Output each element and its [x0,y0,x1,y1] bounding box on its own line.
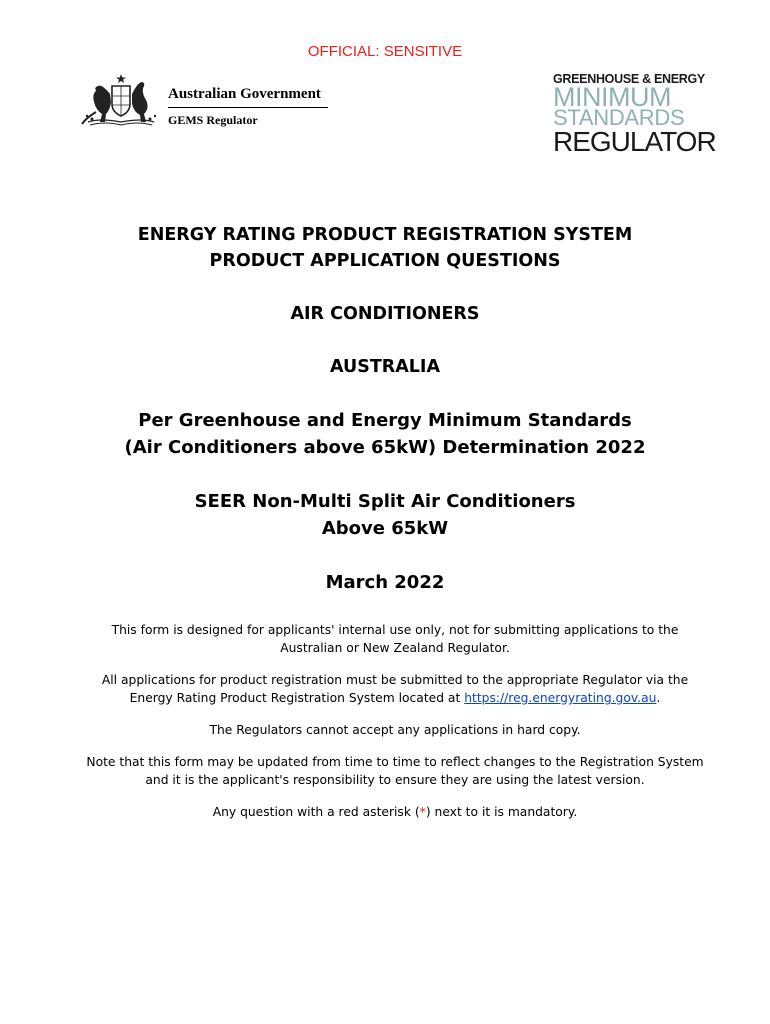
regulator-name: GEMS Regulator [168,113,258,127]
category-line-1: SEER Non-Multi Split Air Conditioners [194,491,576,512]
gems-regulator-logo [553,72,716,157]
instruction-submission: All applications for product registration must be submitted to the appropriate Regulator via the Energy Rating Product Registration System located at https://reg.energyrating.gov.au. [101,673,689,705]
title-line-1: ENERGY RATING PRODUCT REGISTRATION SYSTEM [137,225,633,245]
gems-logo-line1: GREENHOUSE & ENERGY [553,72,705,86]
gems-logo-line4: REGULATOR [553,126,716,157]
determination-line-2: (Air Conditioners above 65kW) Determination 2022 [124,437,646,458]
logo-divider [168,107,328,108]
gems-logo-line3: STANDARDS [553,105,685,130]
registration-system-link[interactable]: https://reg.energyrating.gov.au [464,691,657,705]
instruction-no-hard-copy: The Regulators cannot accept any applications in hard copy. [209,723,581,737]
mandatory-asterisk: * [419,805,426,819]
product-type-heading: AIR CONDITIONERS [290,304,480,324]
coat-of-arms-icon [80,72,162,130]
government-name: Australian Government [168,86,321,102]
security-classification: OFFICIAL: SENSITIVE [307,43,463,60]
instruction-form-updates: Note that this form may be updated from time to time to reflect changes to the Registration System and it is the applicant's responsibility to ensure they are using the latest version. [86,755,704,787]
gems-logo-line2: MINIMUM [553,82,671,112]
country-heading: AUSTRALIA [330,357,440,377]
instructions [60,621,730,835]
document-title-block [0,222,770,596]
instruction-internal-use: This form is designed for applicants' internal use only, not for submitting applications to the Australian or New Zealand Regulator. [111,623,679,655]
instruction-mandatory: Any question with a red asterisk (*) next to it is mandatory. [212,805,578,819]
category-line-2: Above 65kW [321,518,449,539]
australian-government-logo [80,72,340,132]
document-date: March 2022 [325,572,445,593]
determination-line-1: Per Greenhouse and Energy Minimum Standards [138,410,632,431]
title-line-2: PRODUCT APPLICATION QUESTIONS [209,251,561,271]
